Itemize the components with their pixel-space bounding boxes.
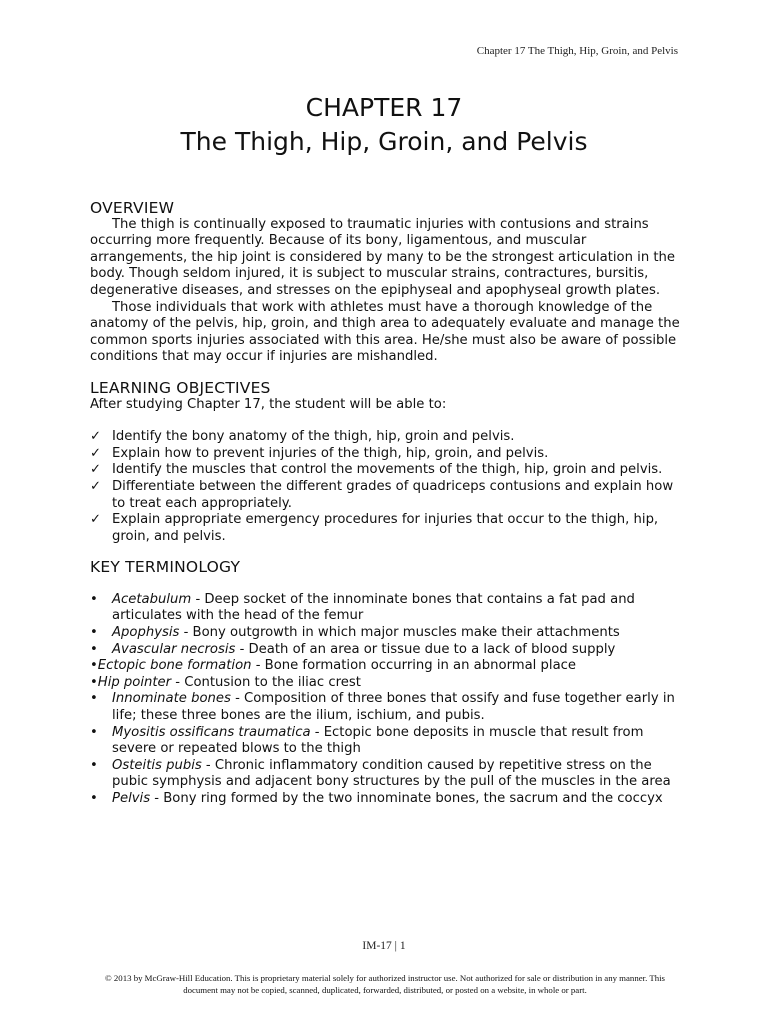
page-number: IM-17 | 1 xyxy=(362,940,406,952)
bullet-icon: • xyxy=(90,791,98,806)
overview-paragraph-2: Those individuals that work with athletes must have a thorough knowledge of the anatomy of the pelvis, hip, groin, and thigh area to adequately evaluate and manage the common sports injuries associated with this area. He/she must also be aware of possible conditions that may occur if injuries are mishandled. xyxy=(90,299,680,365)
term-name: Acetabulum xyxy=(112,591,192,607)
objective-item xyxy=(90,512,680,545)
term-definition: - Bony ring formed by the two innominate bones, the sacrum and the coccyx xyxy=(150,791,663,806)
objective-text: Explain how to prevent injuries of the thigh, hip, groin, and pelvis. xyxy=(112,445,549,461)
check-mark-icon: ✓ xyxy=(90,429,102,445)
term-item xyxy=(90,725,680,758)
objective-item xyxy=(90,462,680,479)
chapter-title: The Thigh, Hip, Groin, and Pelvis xyxy=(180,127,588,156)
term-definition: - Contusion to the iliac crest xyxy=(171,674,361,690)
term-item xyxy=(90,592,680,625)
bullet-icon: • xyxy=(90,691,98,707)
learning-objectives-section xyxy=(90,380,680,545)
bullet-icon: • xyxy=(90,591,98,607)
overview-heading: OVERVIEW xyxy=(90,199,175,217)
check-mark-icon: ✓ xyxy=(90,445,102,461)
objective-text: Differentiate between the different grades of quadriceps contusions and explain how to treat each appropriately. xyxy=(112,478,674,511)
learning-objectives-intro: After studying Chapter 17, the student will be able to: xyxy=(90,396,447,412)
overview-paragraph-1: The thigh is continually exposed to traumatic injuries with contusions and strains occurring more frequently. Because of its bony, ligamentous, and muscular arrangements, the hip joint is considered by many to be the strongest articulation in the body. Though seldom injured, it is subject to muscular strains, contractures, bursitis, degenerative diseases, and stresses on the epiphyseal and apophyseal growth plates. xyxy=(90,216,676,298)
objective-text: Identify the bony anatomy of the thigh, hip, groin and pelvis. xyxy=(112,429,515,445)
term-name: Innominate bones xyxy=(112,691,231,707)
key-terminology-list xyxy=(90,592,680,808)
term-item xyxy=(90,675,680,692)
term-item xyxy=(90,691,680,724)
term-name: Osteitis pubis xyxy=(112,757,202,773)
learning-objectives-list xyxy=(90,429,680,545)
term-name: Pelvis xyxy=(112,791,151,806)
key-terminology-section xyxy=(90,559,680,807)
overview-section xyxy=(90,200,680,366)
term-item xyxy=(90,625,680,642)
term-item xyxy=(90,658,680,675)
bullet-icon: • xyxy=(90,625,98,641)
objective-text: Identify the muscles that control the movements of the thigh, hip, groin and pelvis. xyxy=(112,462,663,478)
objective-item xyxy=(90,429,680,446)
chapter-content xyxy=(90,200,680,808)
bullet-icon: • xyxy=(90,724,98,740)
key-terminology-heading: KEY TERMINOLOGY xyxy=(90,558,241,577)
term-name: Hip pointer xyxy=(97,674,172,690)
bullet-icon: • xyxy=(90,674,98,690)
term-definition: - Ectopic bone deposits in muscle that result from severe or repeated blows to the thigh xyxy=(112,724,644,757)
term-name: Myositis ossificans traumatica xyxy=(112,724,311,740)
term-item xyxy=(90,642,680,659)
term-item xyxy=(90,791,680,808)
term-name: Avascular necrosis xyxy=(112,641,236,657)
term-name: Apophysis xyxy=(112,625,180,641)
objective-text: Explain appropriate emergency procedures for injuries that occur to the thigh, hip, groin, and pelvis. xyxy=(112,512,659,544)
check-mark-icon: ✓ xyxy=(90,512,102,528)
bullet-icon: • xyxy=(90,658,98,674)
term-definition: - Bony outgrowth in which major muscles make their attachments xyxy=(179,625,620,641)
chapter-number: CHAPTER 17 xyxy=(305,93,463,122)
objective-item xyxy=(90,446,680,463)
term-definition: - Bone formation occurring in an abnormal place xyxy=(251,658,577,674)
bullet-icon: • xyxy=(90,757,98,773)
objective-item xyxy=(90,479,680,512)
term-name: Ectopic bone formation xyxy=(97,658,252,674)
check-mark-icon: ✓ xyxy=(90,478,102,494)
learning-objectives-heading: LEARNING OBJECTIVES xyxy=(90,378,271,397)
running-header: Chapter 17 The Thigh, Hip, Groin, and Pelvis xyxy=(476,45,678,57)
term-definition: - Composition of three bones that ossify and fuse together early in life; these three bones are the ilium, ischium, and pubis. xyxy=(112,691,675,724)
copyright-footer: © 2013 by McGraw-Hill Education. This is proprietary material solely for authorized instructor use. Not authorized for sale or distribution in any manner. This document may not be copied, scanned, duplicated, forwarded, distributed, or posted on a website, in whole or part. xyxy=(105,973,665,995)
term-definition: - Chronic inflammatory condition caused by repetitive stress on the pubic symphysis and adjacent bony structures by the pull of the muscles in the area xyxy=(112,757,671,790)
term-definition: - Death of an area or tissue due to a lack of blood supply xyxy=(235,641,616,657)
check-mark-icon: ✓ xyxy=(90,462,102,478)
term-item xyxy=(90,758,680,791)
term-definition: - Deep socket of the innominate bones that contains a fat pad and articulates with the head of the femur xyxy=(112,591,635,624)
chapter-heading xyxy=(0,92,768,160)
bullet-icon: • xyxy=(90,641,98,657)
